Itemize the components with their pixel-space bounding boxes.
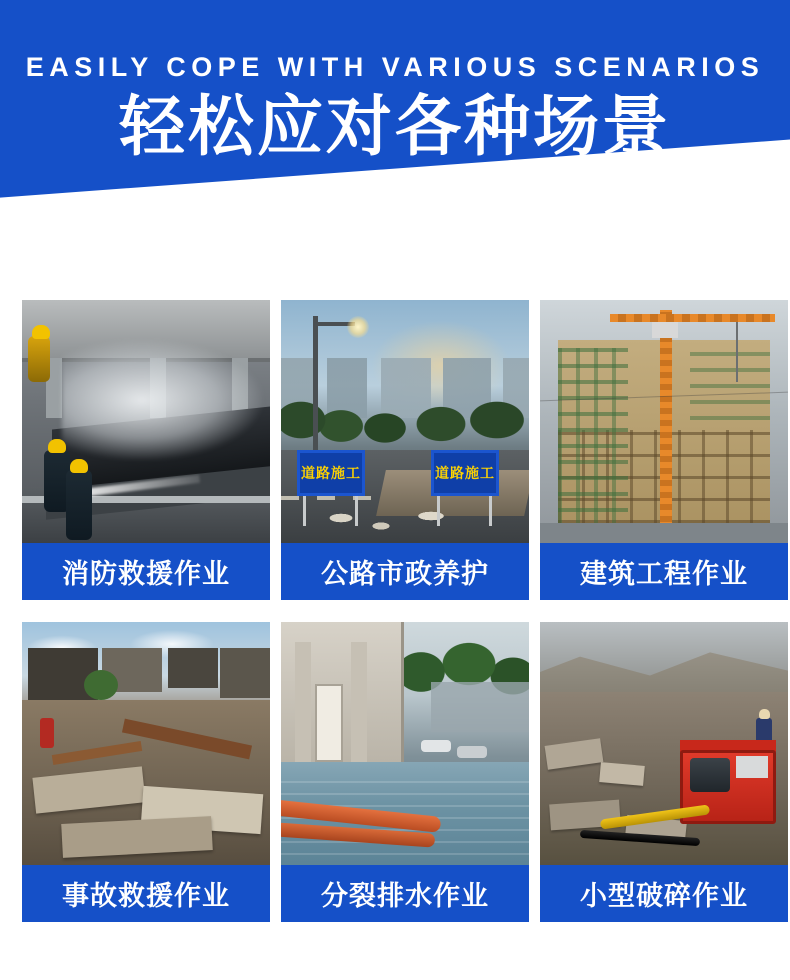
scenario-card: [281, 300, 529, 600]
roadside-trees: [281, 380, 529, 450]
roadwork-sign-left: [297, 450, 365, 496]
scenario-card: [540, 622, 788, 922]
building-column: [295, 642, 311, 772]
scenario-photo-building-construction: [540, 300, 788, 545]
scenario-card: [540, 300, 788, 600]
rock: [599, 762, 645, 786]
scenario-caption: 消防救援作业: [22, 543, 270, 600]
ground: [540, 523, 788, 545]
scenario-photo-fire-rescue: [22, 300, 270, 545]
scenario-photo-road-maintenance: [281, 300, 529, 545]
roadwork-sign-right-text: 道路施工: [435, 465, 495, 481]
scenario-caption: 小型破碎作业: [540, 865, 788, 922]
roadwork-sign-left-text: 道路施工: [301, 465, 361, 481]
damaged-building: [168, 648, 218, 688]
scene-art: [281, 622, 529, 867]
rescue-worker: [40, 718, 54, 748]
sign-stand: [297, 496, 365, 526]
scaffolding-left: [558, 348, 628, 528]
scenario-caption: 公路市政养护: [281, 543, 529, 600]
scenario-grid: [0, 300, 790, 922]
scenario-caption: 分裂排水作业: [281, 865, 529, 922]
scenario-caption: 事故救援作业: [22, 865, 270, 922]
header-eyebrow-text: EASILY COPE WITH VARIOUS SCENARIOS: [25, 52, 765, 82]
scenario-card: [281, 622, 529, 922]
watermark-logo-icon: [0, 220, 26, 246]
smoke-cloud: [62, 340, 262, 460]
subtitle-box: [188, 190, 603, 254]
roadwork-sign-right: [431, 450, 499, 496]
page-title: 轻松应对各种场景: [119, 89, 671, 163]
scenario-photo-accident-rescue: [22, 622, 270, 867]
damaged-building: [220, 648, 270, 698]
brand-watermark: [0, 218, 74, 247]
tower-crane-jib: [610, 314, 775, 322]
watermark-label: 得奥: [32, 224, 74, 246]
scene-art: [22, 622, 270, 867]
subtitle-text: 省时省力 多种场景轻松搞定: [216, 207, 574, 238]
machine-control-panel: [736, 756, 768, 778]
tree: [84, 670, 118, 700]
scaffolding-right: [690, 340, 770, 420]
scene-art: [22, 300, 270, 545]
tower-crane-mast: [660, 310, 672, 540]
building-column: [351, 642, 367, 772]
scene-art: [281, 300, 529, 545]
sign-stand: [431, 496, 499, 526]
firefighter: [28, 336, 50, 382]
parked-car: [457, 746, 487, 758]
scenario-card: [22, 622, 270, 922]
crane-hoist-cable: [736, 322, 738, 382]
street-lamp-glow: [347, 316, 369, 338]
machine-engine: [690, 758, 730, 792]
page-header: [0, 0, 790, 288]
scenario-photo-drainage: [281, 622, 529, 867]
scene-art: [540, 622, 788, 867]
building-door: [315, 684, 343, 762]
distant-building: [431, 682, 529, 732]
scenario-card: [22, 300, 270, 600]
parked-car: [421, 740, 451, 752]
scenario-photo-small-breaking: [540, 622, 788, 867]
utility-pole: [313, 316, 318, 466]
scenario-caption: 建筑工程作业: [540, 543, 788, 600]
tower-crane-cab: [652, 322, 678, 338]
firefighter: [66, 470, 92, 540]
scene-art: [540, 300, 788, 545]
